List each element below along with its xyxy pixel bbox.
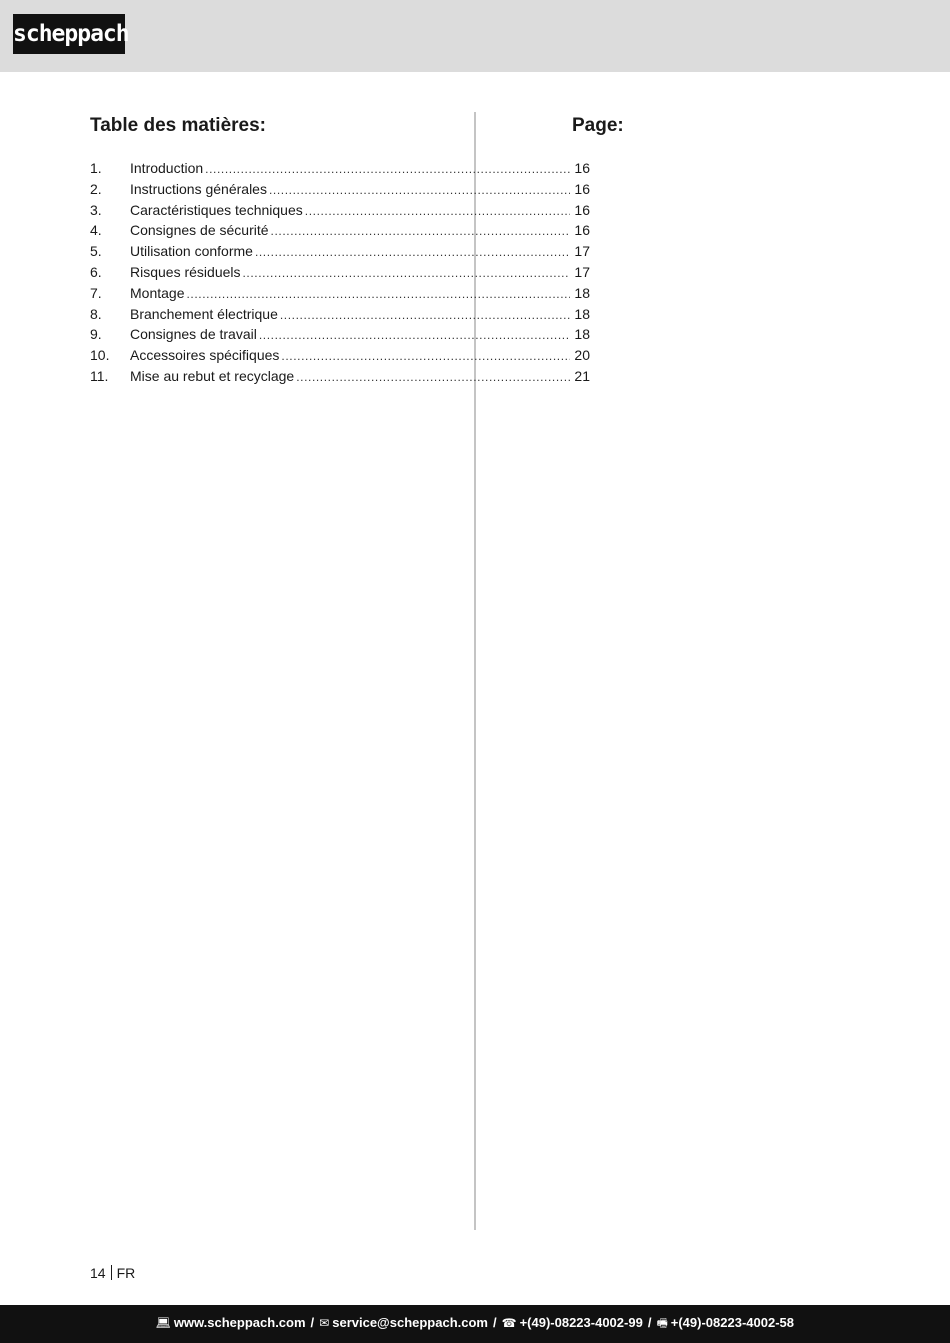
toc-item-page: 16	[574, 201, 590, 218]
toc-item-number: 10.	[90, 347, 110, 364]
toc-item-number: 8.	[90, 305, 102, 322]
scheppach-logo: scheppach	[13, 14, 125, 54]
envelope-icon: ✉︎	[319, 1316, 330, 1330]
toc-heading: Table des matières:	[90, 115, 267, 136]
toc-item-number: 11.	[90, 367, 109, 384]
toc-item-page: 16	[574, 160, 590, 176]
dot-leader	[280, 305, 570, 326]
footer-separator: /	[310, 1315, 315, 1330]
fax-number: +(49)-08223-4002-58	[670, 1315, 794, 1330]
toc-item-title: Consignes de sécurité	[130, 222, 269, 239]
toc-item-title: Consignes de travail	[130, 326, 257, 343]
computer-icon: 💻︎	[155, 1316, 171, 1330]
toc-item-caracteristiques-techniques[interactable]	[90, 200, 590, 221]
toc-item-number: 7.	[90, 284, 102, 301]
toc-item-page: 17	[574, 243, 590, 260]
toc-item-number: 9.	[90, 326, 102, 343]
toc-item-number: 4.	[90, 222, 102, 239]
toc-item-page: 16	[574, 222, 590, 239]
dot-leader	[269, 180, 570, 201]
toc-item-page: 18	[574, 284, 590, 301]
contact-footer	[0, 1305, 950, 1343]
language-code: FR	[116, 1265, 136, 1281]
toc-item-title: Caractéristiques techniques	[130, 201, 303, 218]
toc-item-number: 5.	[90, 243, 102, 260]
toc-item-title: Accessoires spécifiques	[130, 347, 280, 364]
toc-item-number: 6.	[90, 263, 102, 280]
dot-leader	[271, 221, 570, 242]
toc-item-page: 18	[574, 326, 590, 343]
toc-item-title: Montage	[130, 284, 185, 301]
dot-leader	[259, 325, 570, 346]
toc-item-number: 3.	[90, 201, 102, 218]
toc-item-page: 17	[574, 263, 590, 280]
toc-item-title: Utilisation conforme	[130, 243, 253, 260]
toc-item-instructions-generales[interactable]	[90, 179, 590, 200]
toc-item-title: Introduction	[130, 160, 204, 176]
footer-separator: /	[647, 1315, 652, 1330]
dot-leader	[255, 242, 570, 263]
footer-separator: /	[493, 1315, 497, 1330]
toc-item-page: 20	[574, 347, 590, 364]
toc-item-number: 2.	[90, 180, 102, 197]
toc-item-consignes-securite[interactable]	[90, 220, 590, 241]
toc-item-risques-residuels[interactable]	[90, 262, 590, 283]
email-link[interactable]: service@scheppach.com	[332, 1315, 488, 1330]
toc-list	[90, 158, 590, 387]
toc-item-page: 21	[574, 367, 590, 384]
toc-item-branchement-electrique[interactable]	[90, 304, 590, 325]
toc-item-page: 18	[574, 305, 590, 322]
page-column-heading: Page:	[572, 115, 624, 136]
toc-item-accessoires-specifiques[interactable]	[90, 345, 590, 366]
toc-item-consignes-travail[interactable]	[90, 324, 590, 345]
dot-leader	[281, 346, 570, 367]
toc-item-page: 16	[574, 180, 590, 197]
toc-item-title: Branchement électrique	[130, 305, 278, 322]
toc-item-utilisation-conforme[interactable]	[90, 241, 590, 262]
dot-leader	[205, 159, 570, 180]
page-number-separator	[111, 1265, 112, 1280]
phone-icon: ☎︎	[501, 1316, 517, 1330]
header-band	[0, 0, 950, 72]
fax-icon: 🖷︎	[656, 1316, 668, 1330]
dot-leader	[186, 284, 570, 305]
toc-item-title: Mise au rebut et recyclage	[130, 367, 295, 384]
toc-item-number: 1.	[90, 160, 102, 176]
dot-leader	[305, 201, 570, 222]
page-number: 14	[90, 1265, 106, 1281]
toc-item-montage[interactable]	[90, 283, 590, 304]
dot-leader	[243, 263, 571, 284]
toc-item-mise-au-rebut[interactable]	[90, 366, 590, 387]
page-number-label	[90, 1263, 135, 1283]
toc-item-title: Instructions générales	[130, 180, 267, 197]
toc-item-introduction[interactable]	[90, 158, 590, 179]
website-link[interactable]: www.scheppach.com	[173, 1315, 306, 1330]
phone-number[interactable]: +(49)-08223-4002-99	[519, 1315, 643, 1330]
dot-leader	[296, 367, 570, 388]
toc-item-title: Risques résiduels	[130, 263, 241, 280]
